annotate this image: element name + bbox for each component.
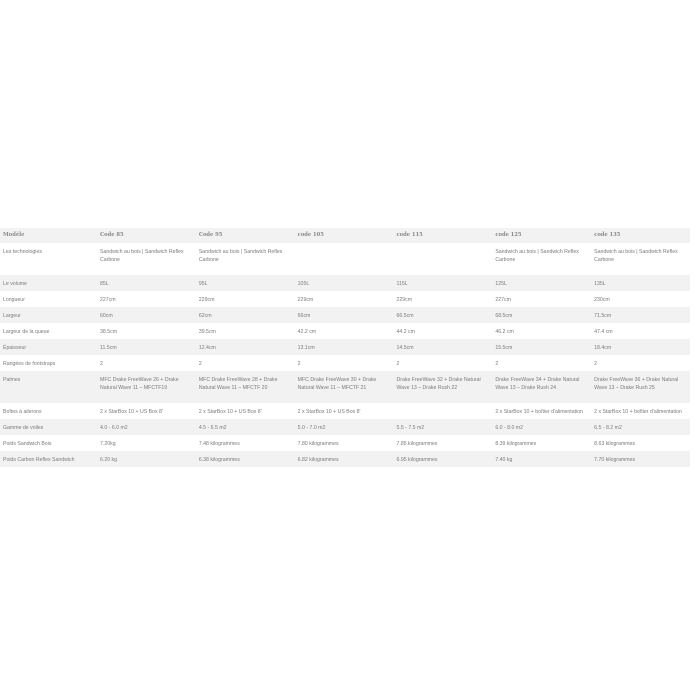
table-cell: Sandwich au bois | Sandwich Reflex Carbone xyxy=(594,249,678,263)
column-header-2: Code 95 xyxy=(198,232,223,238)
table-cell: 66cm xyxy=(297,313,311,319)
row-label: Largeur xyxy=(3,313,21,319)
table-cell: Sandwich au bois | Sandwich Reflex Carbone xyxy=(198,249,283,263)
table-row xyxy=(0,451,690,467)
table-row xyxy=(0,275,690,291)
table-cell: MFC Drake FreeWave 30 + Drake Natural Wave 11 – MFCTF 21 xyxy=(297,377,377,391)
table-cell: Drake FreeWave 34 + Drake Natural Wave 13 – Drake Rush 24 xyxy=(495,377,580,391)
table-row xyxy=(0,371,690,403)
table-cell: 95L xyxy=(198,281,208,287)
row-label: Gamme de voiles xyxy=(3,425,44,431)
table-cell: 46.2 cm xyxy=(495,329,514,335)
table-cell: 2 xyxy=(198,361,202,367)
table-cell: 2 x StarBox 10 + US Box 8' xyxy=(198,409,262,415)
table-cell: 7.85 kilogrammes xyxy=(396,441,438,447)
table-cell: 2 x StarBox 10 + US Box 8' xyxy=(297,409,361,415)
table-cell: 2 x StarBox 10 + boîtier d'alimentation xyxy=(495,409,583,415)
table-cell: 2 x StarBox 10 + US Box 8' xyxy=(100,409,163,415)
table-row xyxy=(0,403,690,419)
row-label: Boîtes à ailerons xyxy=(3,409,42,415)
table-cell: 47.4 cm xyxy=(594,329,613,335)
column-header-model: Modèle xyxy=(3,232,25,238)
specs-table xyxy=(0,228,690,467)
table-cell: 12.4cm xyxy=(198,345,216,351)
table-cell: 4.0 - 6.0 m2 xyxy=(100,425,128,431)
table-cell: 2 x StarBox 10 + boîtier d'alimentation xyxy=(594,409,682,415)
table-cell: 227cm xyxy=(495,297,511,303)
table-cell: 7.80 kilogrammes xyxy=(297,441,339,447)
row-label: Les technologies xyxy=(3,249,42,255)
column-header-5: code 125 xyxy=(495,232,522,238)
column-header-3: code 105 xyxy=(297,232,324,238)
table-cell: 39.5cm xyxy=(198,329,216,335)
table-cell: 2 xyxy=(100,361,103,367)
table-cell: 229cm xyxy=(198,297,215,303)
table-row xyxy=(0,243,690,275)
table-cell: 62cm xyxy=(198,313,212,319)
table-row xyxy=(0,323,690,339)
specs-table-header xyxy=(0,228,690,243)
table-cell: 7.70 kilogrammes xyxy=(594,457,636,463)
table-cell: Sandwich au bois | Sandwich Reflex Carbone xyxy=(495,249,579,263)
table-cell: 125L xyxy=(495,281,507,287)
row-label: Rangées de footstraps xyxy=(3,361,56,367)
table-cell: 6.0 - 8.0 m2 xyxy=(495,425,524,431)
table-row xyxy=(0,435,690,451)
table-cell: 38.5cm xyxy=(100,329,118,335)
table-cell: Sandwich au bois | Sandwich Reflex Carbone xyxy=(100,249,184,263)
table-cell: 5.0 - 7.0 m2 xyxy=(297,425,326,431)
table-cell: 6.95 kilogrammes xyxy=(396,457,438,463)
table-cell: 60cm xyxy=(100,313,113,319)
row-label: Palmes xyxy=(3,377,21,383)
table-cell: 11.5cm xyxy=(100,345,117,351)
column-header-1: Code 85 xyxy=(100,232,124,238)
table-row xyxy=(0,339,690,355)
table-cell: 14.5cm xyxy=(396,345,414,351)
table-cell: 2 xyxy=(396,361,400,367)
header-row xyxy=(0,228,690,243)
table-cell: 227cm xyxy=(100,297,116,303)
table-cell: 71.5cm xyxy=(594,313,612,319)
table-row xyxy=(0,355,690,371)
table-row xyxy=(0,291,690,307)
table-cell: 13.1cm xyxy=(297,345,315,351)
table-cell: 18.4cm xyxy=(594,345,612,351)
table-cell: Drake FreeWave 32 + Drake Natural Wave 13 – Drake Rush 22 xyxy=(396,377,481,391)
table-cell: 6.20 kg xyxy=(100,457,118,463)
table-cell: 8.39 kilogrammes xyxy=(495,441,537,447)
table-cell: 2 xyxy=(495,361,499,367)
table-cell: 66.5cm xyxy=(396,313,414,319)
table-cell: 8.63 kilogrammes xyxy=(594,441,636,447)
table-cell xyxy=(394,243,493,275)
table-cell: MFC Drake FreeWave 28 + Drake Natural Wave 11 – MFCTF 20 xyxy=(198,377,278,391)
table-cell: 7.20kg xyxy=(100,441,116,447)
row-label: Largeur de la queue xyxy=(3,329,50,335)
column-header-4: code 115 xyxy=(396,232,423,238)
table-cell: 230cm xyxy=(594,297,610,303)
table-cell xyxy=(295,243,394,275)
table-row xyxy=(0,419,690,435)
table-cell: 68.5cm xyxy=(495,313,513,319)
table-cell: Drake FreeWave 36 + Drake Natural Wave 13 – Drake Rush 25 xyxy=(594,377,679,391)
table-cell: 6.82 kilogrammes xyxy=(297,457,339,463)
row-label: Poids Carbon Reflex Sandwich xyxy=(3,457,75,463)
table-cell: 2 xyxy=(297,361,301,367)
row-label: Poids Sandwich Bois xyxy=(3,441,52,447)
table-cell: 15.5cm xyxy=(495,345,513,351)
table-cell: 6.38 kilogrammes xyxy=(198,457,240,463)
table-cell: 229cm xyxy=(297,297,314,303)
column-header-6: code 135 xyxy=(594,232,621,238)
row-label: Longueur xyxy=(3,297,25,303)
table-cell: 229cm xyxy=(396,297,413,303)
table-cell: 42.2 cm xyxy=(297,329,317,335)
table-cell: 105L xyxy=(297,281,310,287)
table-cell: 4.5 - 6.5 m2 xyxy=(198,425,227,431)
row-label: Épaisseur xyxy=(3,345,27,351)
table-cell: 115L xyxy=(396,281,408,287)
table-cell: 7.48 kilogrammes xyxy=(198,441,240,447)
table-cell: 5.5 - 7.5 m2 xyxy=(396,425,425,431)
table-cell: 2 xyxy=(594,361,598,367)
specs-table-body xyxy=(0,243,690,467)
table-cell: 135L xyxy=(594,281,606,287)
table-cell: 85L xyxy=(100,281,109,287)
table-cell: 6.5 - 8.2 m2 xyxy=(594,425,622,431)
table-row xyxy=(0,307,690,323)
table-cell xyxy=(394,403,493,419)
table-cell: 44.2 cm xyxy=(396,329,415,335)
table-cell: 7.40 kg xyxy=(495,457,513,463)
table-cell: MFC Drake FreeWave 26 + Drake Natural Wave 11 – MFCTF19 xyxy=(100,377,179,391)
row-label: Le volume xyxy=(3,281,27,287)
